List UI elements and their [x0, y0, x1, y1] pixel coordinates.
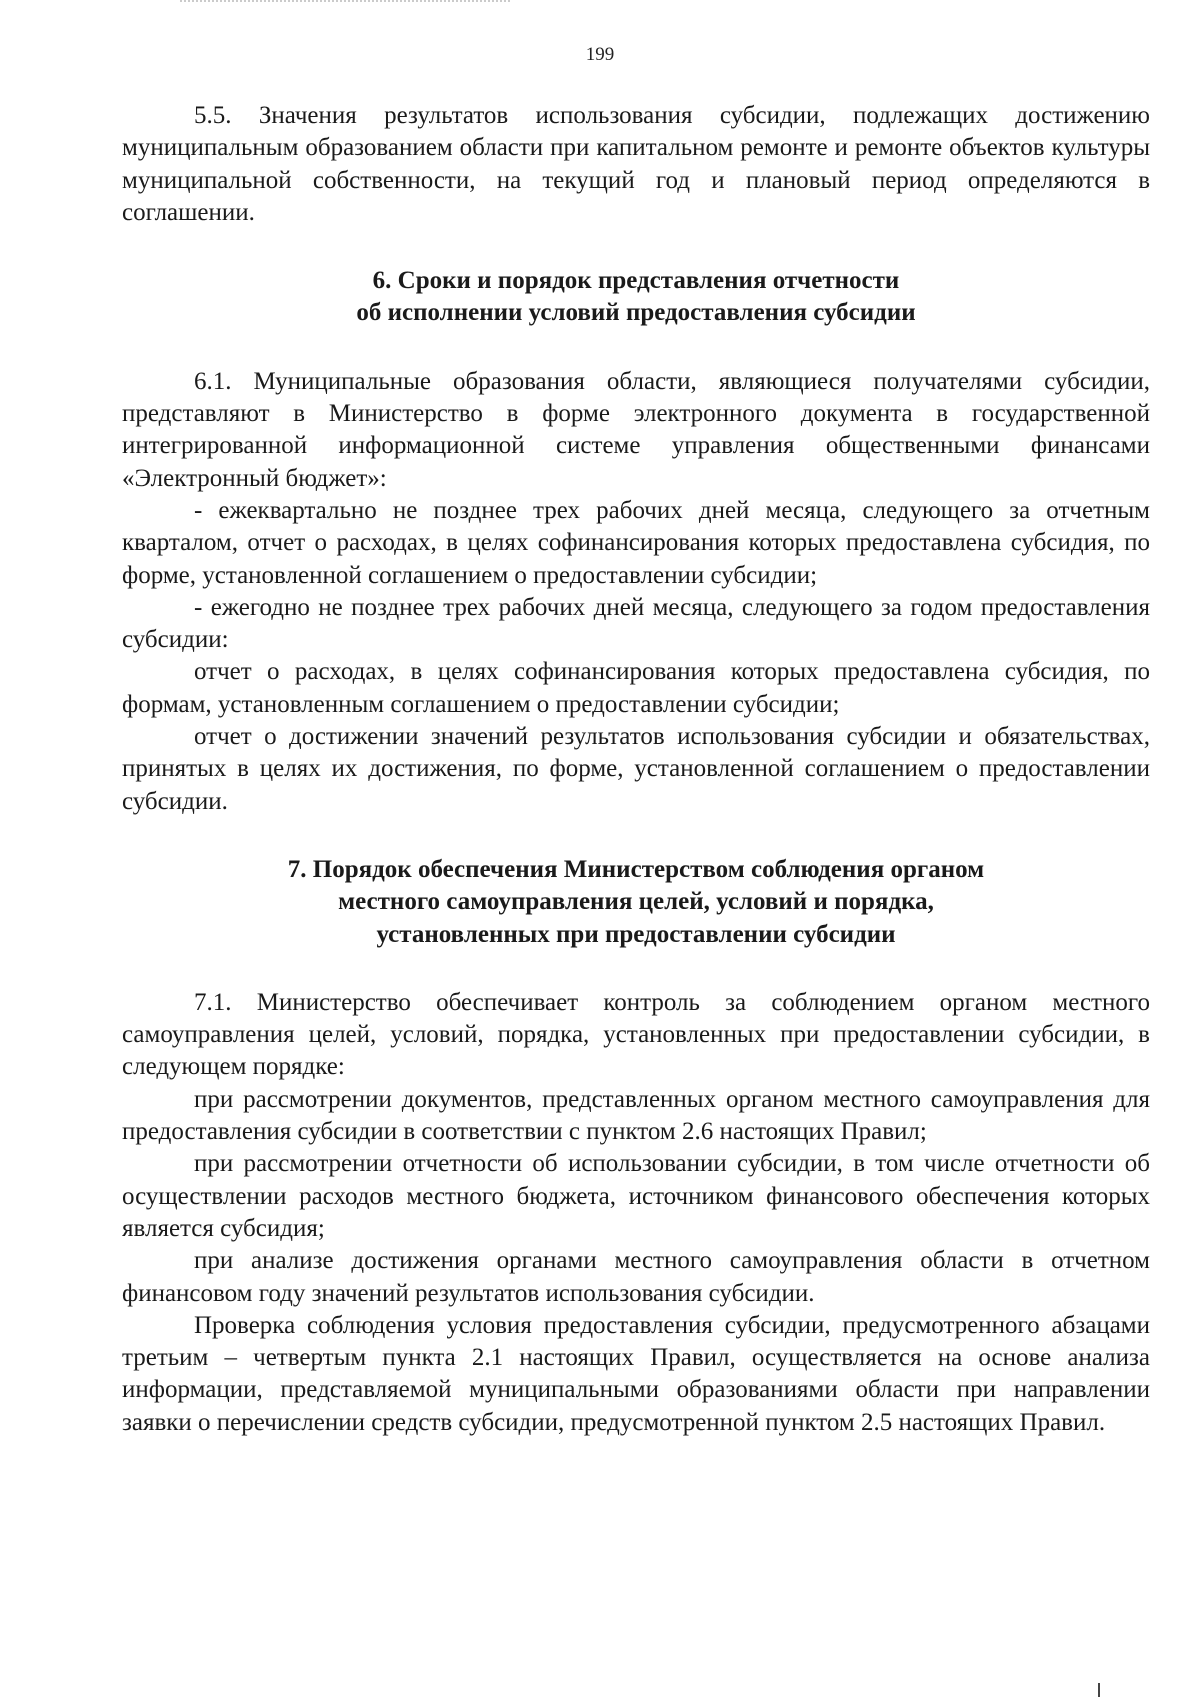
section-6-heading-line-1: 6. Сроки и порядок представления отчетности [372, 267, 900, 295]
paragraph-7-1: 7.1. Министерство обеспечивает контроль за соблюдением органом местного самоуправления целей, условий, порядка, установленных при предоставлении субсидии, в следующем порядке: [122, 988, 1150, 1081]
paragraph-7-1-documents: при рассмотрении документов, представленных органом местного самоупрaвления для предоставления субсидии в соответствии с пунктом 2.6 настоящих Правил; [122, 1085, 1150, 1146]
document-body [122, 100, 1150, 1439]
paragraph-6-1-quarterly: - ежеквартально не позднее трех рабочих дней месяца, следующего за отчетным кварталом, отчет о расходах, в целях софинансирования которых предоставлена субсидия, по форме, установленной соглашением о предоставлении субсидии; [122, 496, 1150, 589]
scan-artifact-bottom [1098, 1683, 1100, 1697]
section-7-heading-line-2: местного самоуправления целей, условий и порядка, [338, 888, 934, 916]
paragraph-5-5: 5.5. Значения результатов использования субсидии, подлежащих достижению муниципальным образованием области при капитальном ремонте и ремонте объектов культуры муниципальной собственности, на текущий год и плановый период определяются в соглашении. [122, 102, 1150, 226]
section-7-heading [122, 854, 1150, 951]
paragraph-6-1-results-report: отчет о достижении значений результатов использования субсидии и обязательствах, принятых в целях их достижения, по форме, установленной соглашением о предоставлении субсидии. [122, 723, 1150, 815]
page-number: 199 [585, 44, 615, 65]
section-6-heading [122, 265, 1150, 330]
paragraph-6-1-expenses-report: отчет о расходах, в целях софинансирования которых предоставлена субсидия, по формам, установленным соглашением о предоставлении субсидии; [122, 658, 1150, 718]
paragraph-6-1-annually: - ежегодно не позднее трех рабочих дней месяца, следующего за годом предоставления субсидии: [122, 593, 1150, 654]
paragraph-6-1: 6.1. Муниципальные образования области, являющиеся получателями субсидии, представляют в Министерство в форме электронного документа в государственной интегрированной информационной системе управления общественными финансами «Электронный бюджет»: [122, 367, 1150, 492]
paragraph-7-1-analysis: при анализе достижения органами местного самоуправления области в отчетном финансовом году значений результатов использования субсидии. [122, 1247, 1150, 1307]
paragraph-7-verification: Проверка соблюдения условия предоставления субсидии, предусмотренного абзацами третьим – четвертым пункта 2.1 настоящих Правил, осуществляется на основе анализа информации, представляемой муниципальными образованиями области при направлении заявки о перечислении средств субсидии, предусмотренной пунктом 2.5 настоящих Правил. [122, 1311, 1150, 1436]
paragraph-7-1-reporting: при рассмотрении отчетности об использовании субсидии, в том числе отчетности об осуществлении расходов местного бюджета, источником финансового обеспечения которых является субсидия; [122, 1150, 1150, 1242]
section-7-heading-line-1: 7. Порядок обеспечения Министерством соблюдения органом [287, 855, 985, 883]
scan-artifact-top [180, 0, 510, 6]
section-7-heading-line-3: установленных при предоставлении субсидии [376, 920, 896, 948]
section-6-heading-line-2: об исполнении условий предоставления субсидии [356, 299, 916, 327]
